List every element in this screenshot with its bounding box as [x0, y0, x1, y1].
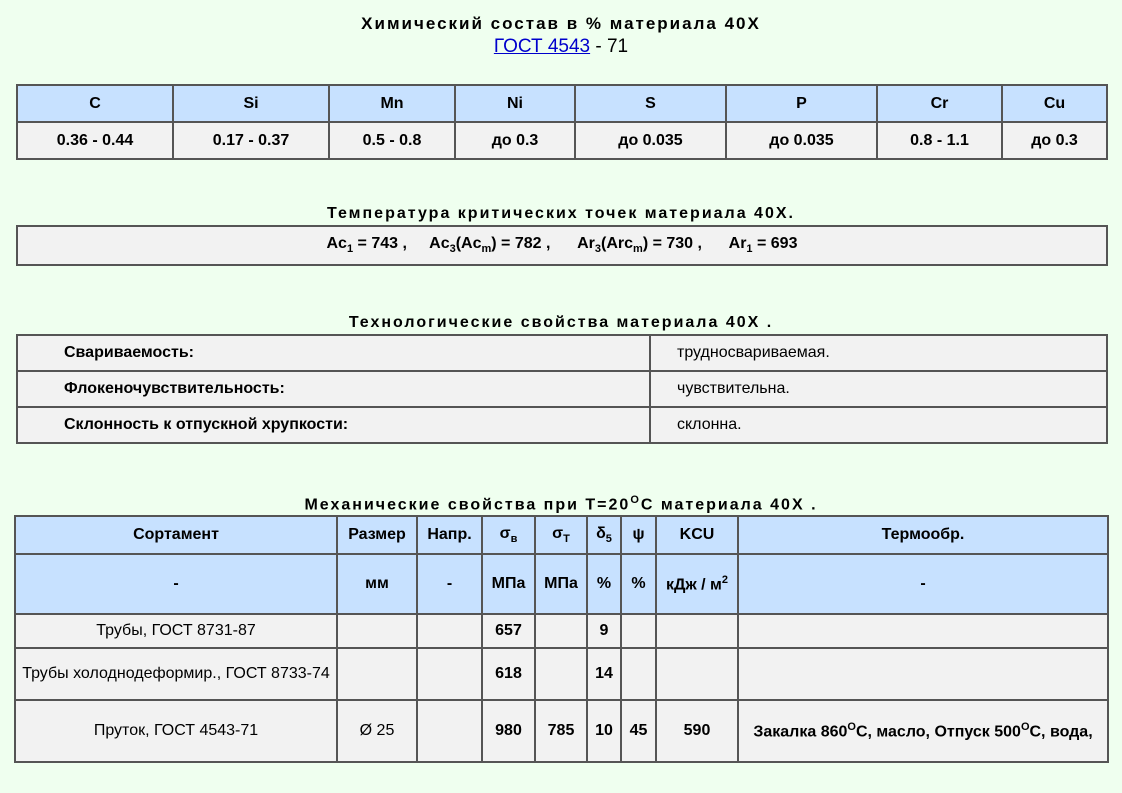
chem-value: 0.17 - 0.37 [173, 122, 329, 159]
mech-title-pre: Механические свойства при Т=20 [304, 496, 631, 514]
mech-cell-heat: Закалка $860^OС$, масло, Отпуск $500^OС$, вода, [738, 700, 1108, 762]
tech-title: Технологические свойства материала 40Х . [348, 314, 774, 331]
mech-cell: 9 [587, 614, 621, 648]
chem-value: до 0.3 [1002, 122, 1107, 159]
mech-cell [738, 614, 1108, 648]
mech-cell: 657 [482, 614, 535, 648]
chem-header-row [17, 85, 1107, 122]
chem-header: Mn [329, 85, 455, 122]
ar3-value: 730 [666, 235, 694, 253]
mech-row [15, 700, 1108, 762]
chem-value: до 0.035 [726, 122, 877, 159]
chem-header: Ni [455, 85, 575, 122]
mech-unit: мм [337, 554, 417, 614]
tech-key: Склонность к отпускной хрупкости: [17, 407, 650, 443]
mech-cell [535, 614, 587, 648]
mech-unit: МПа [535, 554, 587, 614]
tech-value: трудносвариваемая. [650, 335, 1107, 371]
mech-cell-sortament: Трубы, ГОСТ 8731-87 [15, 614, 337, 648]
mech-cell [417, 648, 482, 700]
mech-title: Механические свойства при $Т=20^OС$ материала 40Х . [304, 494, 818, 514]
mech-unit-kcu: кДж / $м^2$ [656, 554, 738, 614]
mech-cell-sortament: Пруток, ГОСТ 4543-71 [15, 700, 337, 762]
mech-header-row [15, 516, 1108, 554]
chem-header: S [575, 85, 726, 122]
mech-cell: 590 [656, 700, 738, 762]
mech-cell [656, 648, 738, 700]
chem-title: Химический состав в % материала 40Х [361, 14, 761, 33]
mech-cell [621, 648, 656, 700]
mech-cell: Ø 25 [337, 700, 417, 762]
mech-header-psi: ψ [621, 516, 656, 554]
tech-row [17, 371, 1107, 407]
mech-header-size: Размер [337, 516, 417, 554]
mech-table [14, 515, 1109, 763]
ac1-value: 743 [371, 235, 399, 253]
mech-header-kcu: KCU [656, 516, 738, 554]
ar1-value: 693 [770, 235, 798, 253]
mech-cell: 45 [621, 700, 656, 762]
mech-cell: 980 [482, 700, 535, 762]
chem-value: до 0.035 [575, 122, 726, 159]
mech-cell [656, 614, 738, 648]
mech-cell [337, 614, 417, 648]
chem-value: до 0.3 [455, 122, 575, 159]
mech-cell: 14 [587, 648, 621, 700]
gost-line [0, 36, 1122, 58]
mech-header-dir: Напр. [417, 516, 482, 554]
mech-units-row [15, 554, 1108, 614]
gost-suffix: - 71 [590, 36, 629, 57]
mech-cell [417, 614, 482, 648]
mech-cell [621, 614, 656, 648]
chem-header: Si [173, 85, 329, 122]
mech-cell: 10 [587, 700, 621, 762]
tech-value: чувствительна. [650, 371, 1107, 407]
mech-cell [417, 700, 482, 762]
chem-header: Cr [877, 85, 1002, 122]
mech-unit: МПа [482, 554, 535, 614]
ac3-value: 782 [514, 235, 542, 253]
mech-unit: - [738, 554, 1108, 614]
mech-cell: 618 [482, 648, 535, 700]
gost-link[interactable]: ГОСТ 4543 [493, 36, 591, 57]
mech-unit: - [15, 554, 337, 614]
mech-row [15, 614, 1108, 648]
mech-unit: - [417, 554, 482, 614]
chem-value-row [17, 122, 1107, 159]
tech-key: Свариваемость: [17, 335, 650, 371]
tech-table [16, 334, 1108, 444]
mech-cell [535, 648, 587, 700]
chem-value: 0.5 - 0.8 [329, 122, 455, 159]
mech-row [15, 648, 1108, 700]
mech-header-delta: $\delta_5$ [587, 516, 621, 554]
mech-header-sigma-b: $\sigma_в$ [482, 516, 535, 554]
mech-cell [337, 648, 417, 700]
mech-cell [738, 648, 1108, 700]
mech-header-sortament: Сортамент [15, 516, 337, 554]
mech-title-post: С материала 40Х . [640, 496, 818, 514]
chem-value: 0.8 - 1.1 [877, 122, 1002, 159]
crit-table [16, 225, 1108, 266]
mech-unit: % [621, 554, 656, 614]
crit-values: $Ac_1 = 743$ , $Ac_3(Ac_m) = 782$ , $Ar_3(Arc_m) = 730$ , $Ar_1 = 693$ [17, 226, 1107, 265]
tech-key: Флокеночувствительность: [17, 371, 650, 407]
tech-value: склонна. [650, 407, 1107, 443]
mech-unit: % [587, 554, 621, 614]
chem-header: Cu [1002, 85, 1107, 122]
chem-table [16, 84, 1108, 160]
crit-title: Температура критических точек материала 40Х. [327, 205, 795, 222]
mech-header-sigma-t: $\sigma_T$ [535, 516, 587, 554]
tech-row [17, 335, 1107, 371]
mech-cell-sortament: Трубы холоднодеформир., ГОСТ 8733-74 [15, 648, 337, 700]
chem-header: P [726, 85, 877, 122]
tech-row [17, 407, 1107, 443]
chem-header: C [17, 85, 173, 122]
mech-cell: 785 [535, 700, 587, 762]
mech-header-heat: Термообр. [738, 516, 1108, 554]
chem-value: 0.36 - 0.44 [17, 122, 173, 159]
